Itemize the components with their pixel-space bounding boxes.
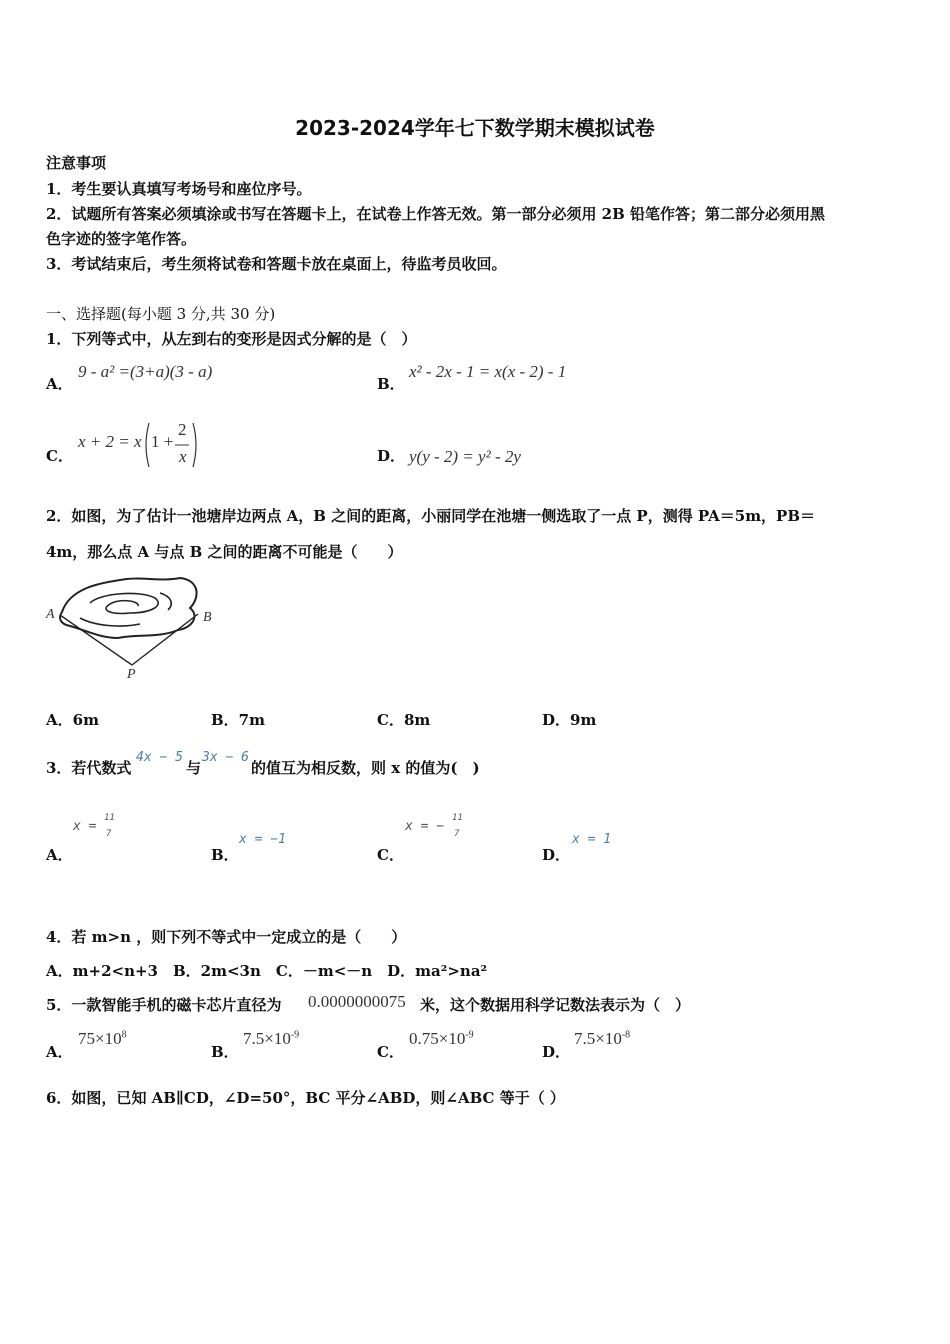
q1-option-b: x² - 2x - 1 = x(x - 2) - 1 — [409, 362, 567, 381]
q3-option-a-label: A． — [46, 846, 73, 864]
q1-option-d-label: D． — [377, 447, 406, 465]
q5-option-b — [243, 1029, 299, 1049]
notice-line-1: 1．考生要认真填写考场号和座位序号。 — [46, 180, 312, 198]
q5-stem-pre: 5．一款智能手机的磁卡芯片直径为 — [46, 996, 282, 1014]
q5-option-b-base: 7.5×10 — [243, 1029, 291, 1048]
q5-option-a — [78, 1029, 127, 1049]
notice-line-2b: 色字迹的签字笔作答。 — [46, 230, 197, 248]
q3-stem-pre: 3．若代数式 — [46, 759, 132, 777]
q1-option-d: y(y - 2) = y² - 2y — [409, 447, 521, 466]
q5-option-a-label: A． — [46, 1043, 73, 1061]
q5-option-c-base: 0.75×10 — [409, 1029, 466, 1048]
q3-option-d-label: D． — [542, 846, 571, 864]
q3-option-c-denominator: 7 — [454, 829, 460, 839]
q2-option-d: D．9m — [542, 711, 597, 729]
notice-line-2a: 2．试题所有答案必须填涂或书写在答题卡上，在试卷上作答无效。第一部分必须用 2B 铅笔作答；第二部分必须用黑 — [46, 205, 826, 223]
q3-option-c-label: C． — [377, 846, 404, 864]
q2-stem-line-2: 4m，那么点 A 与点 B 之间的距离不可能是（ ） — [46, 543, 403, 561]
q5-option-d — [574, 1029, 630, 1049]
q1-option-c-one: 1 + — [151, 432, 174, 451]
q5-option-d-base: 7.5×10 — [574, 1029, 622, 1048]
q3-option-c-lhs: x = − — [405, 819, 445, 834]
q2-stem-line-1: 2．如图，为了估计一池塘岸边两点 A，B 之间的距离，小丽同学在池塘一侧选取了一点 P，测得 PA＝5m，PB＝ — [46, 507, 816, 525]
q2-option-a: A．6m — [46, 711, 99, 729]
figure-label-b: B — [203, 610, 212, 625]
q3-expression-1: 4x − 5 — [136, 750, 183, 765]
page-title: 2023-2024学年七下数学期末模拟试卷 — [295, 116, 655, 140]
q5-option-d-exponent: -8 — [621, 1029, 631, 1041]
q4-options: A．m+2<n+3 B．2m<3n C．－m<－n D．ma²>na² — [46, 962, 488, 980]
q1-option-a-label: A． — [46, 375, 73, 393]
q3-option-a-denominator: 7 — [106, 829, 112, 839]
q5-option-c-label: C． — [377, 1043, 404, 1061]
figure-label-p: P — [127, 667, 136, 682]
q5-option-a-exponent: 8 — [121, 1029, 127, 1041]
q2-option-b: B．7m — [211, 711, 265, 729]
q1-option-a: 9 - a² =(3+a)(3 - a) — [78, 362, 213, 381]
q1-option-c-left: x + 2 = x — [78, 432, 142, 451]
q4-stem: 4．若 m>n ，则下列不等式中一定成立的是（ ） — [46, 928, 407, 946]
q6-stem: 6．如图，已知 AB∥CD，∠D=50°，BC 平分∠ABD，则∠ABC 等于（ ） — [46, 1089, 565, 1107]
q2-option-c: C．8m — [377, 711, 431, 729]
notice-heading: 注意事项 — [46, 154, 107, 172]
q3-expression-2: 3x − 6 — [202, 750, 249, 765]
q1-option-c-label: C． — [46, 447, 73, 465]
q5-option-d-label: D． — [542, 1043, 571, 1061]
q1-option-b-label: B． — [377, 375, 405, 393]
q3-option-a-numerator: 11 — [104, 813, 115, 823]
q3-option-b-label: B． — [211, 846, 239, 864]
q3-option-b: x = −1 — [239, 832, 286, 847]
q1-stem: 1．下列等式中，从左到右的变形是因式分解的是（ ） — [46, 330, 417, 348]
q5-stem-post: 米，这个数据用科学记数法表示为（ ） — [420, 996, 691, 1014]
q5-option-b-label: B． — [211, 1043, 239, 1061]
q3-stem-post: 的值互为相反数，则 x 的值为( ) — [251, 759, 480, 777]
q5-option-b-exponent: -9 — [290, 1029, 300, 1041]
q3-stem-mid: 与 — [186, 759, 202, 777]
q3-option-c-numerator: 11 — [452, 813, 463, 823]
q5-option-c — [409, 1029, 474, 1049]
figure-label-a: A — [46, 607, 55, 622]
q5-option-c-exponent: -9 — [465, 1029, 474, 1041]
q3-option-a-lhs: x = — [73, 819, 97, 834]
q5-number: 0.0000000075 — [308, 992, 406, 1011]
q1-option-c-numerator: 2 — [178, 420, 187, 439]
q5-option-a-base: 75×10 — [78, 1029, 122, 1048]
q3-option-d: x = 1 — [572, 832, 612, 847]
section-heading: 一、选择题(每小题 3 分,共 30 分) — [46, 305, 276, 323]
q1-option-c-denominator: x — [179, 447, 187, 466]
notice-line-3: 3．考试结束后，考生须将试卷和答题卡放在桌面上，待监考员收回。 — [46, 255, 507, 273]
